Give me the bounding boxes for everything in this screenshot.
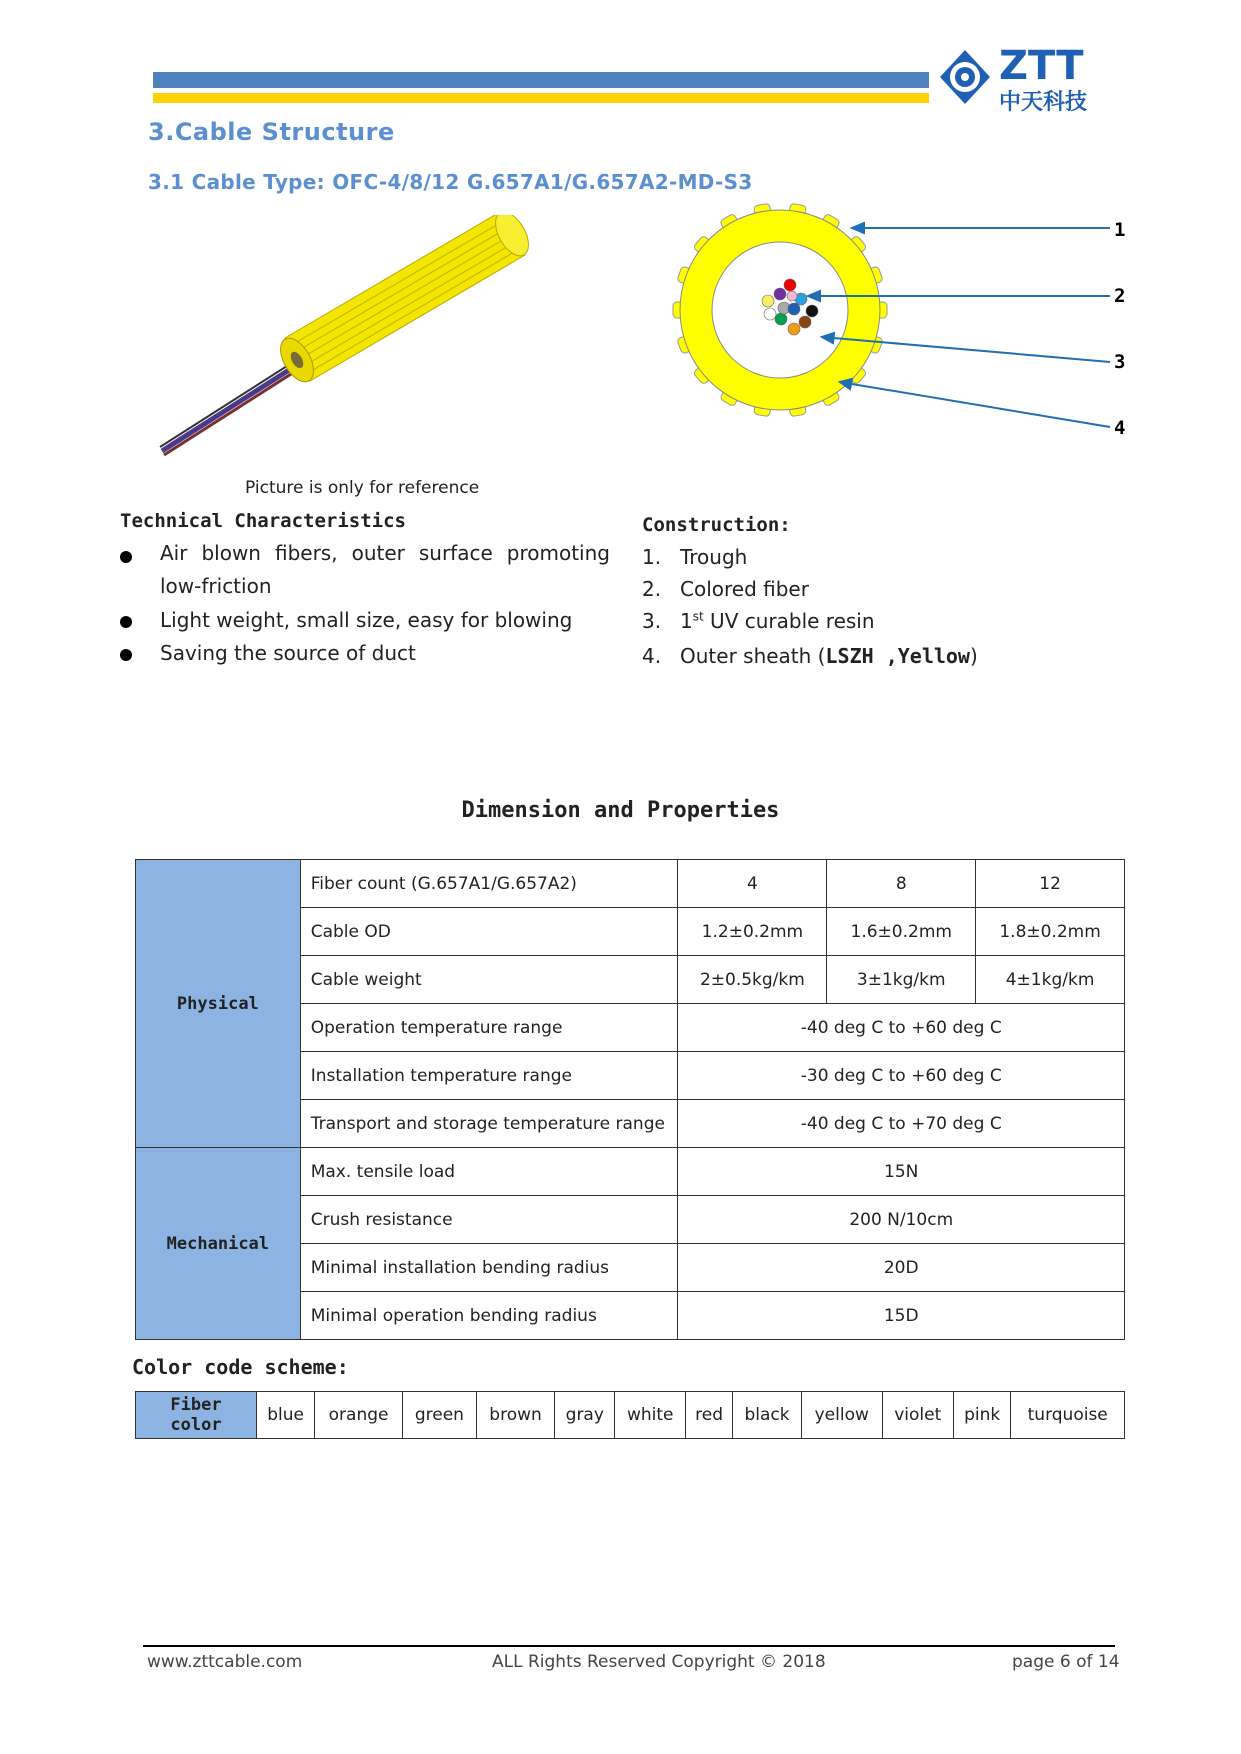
cell-value: 3±1kg/km: [827, 956, 976, 1004]
cell-value: 4±1kg/km: [976, 956, 1125, 1004]
row-label: Installation temperature range: [300, 1052, 678, 1100]
cable-illustration: [150, 215, 540, 465]
physical-category: Physical: [136, 860, 301, 1148]
cell-value: -40 deg C to +60 deg C: [678, 1004, 1125, 1052]
row-label: Minimal installation bending radius: [300, 1244, 678, 1292]
color-cell: black: [733, 1392, 802, 1439]
properties-table: [135, 859, 1125, 1340]
construction-item-2: 2. Colored fiber: [642, 577, 809, 601]
cell-value: -30 deg C to +60 deg C: [678, 1052, 1125, 1100]
color-code-title: Color code scheme:: [132, 1355, 349, 1379]
color-cell: turquoise: [1011, 1392, 1125, 1439]
table-row: [136, 1148, 1125, 1196]
cell-value: -40 deg C to +70 deg C: [678, 1100, 1125, 1148]
callout-3: 3: [1114, 351, 1126, 373]
cross-section-diagram: [660, 190, 1130, 440]
construction-title: Construction:: [642, 514, 791, 536]
footer-page-number: page 6 of 14: [1012, 1652, 1120, 1672]
properties-title: Dimension and Properties: [461, 798, 780, 823]
row-label: Crush resistance: [300, 1196, 678, 1244]
callout-4: 4: [1114, 417, 1126, 439]
color-cell: green: [402, 1392, 476, 1439]
color-cell: orange: [315, 1392, 403, 1439]
color-cell: gray: [555, 1392, 615, 1439]
cable-type-subtitle: 3.1 Cable Type: OFC-4/8/12 G.657A1/G.657A2-MD-S3: [148, 170, 753, 194]
color-cell: violet: [882, 1392, 953, 1439]
color-cell: white: [615, 1392, 686, 1439]
bullet-icon: [120, 551, 132, 563]
fiber-strands-icon: [160, 359, 302, 455]
row-label: Operation temperature range: [300, 1004, 678, 1052]
mechanical-category: Mechanical: [136, 1148, 301, 1340]
construction-item-1: 1. Trough: [642, 545, 748, 569]
cell-value: 12: [976, 860, 1125, 908]
construction-item-4: 4. Outer sheath (LSZH ,Yellow): [642, 644, 978, 668]
cell-value: 1.2±0.2mm: [678, 908, 827, 956]
callout-1: 1: [1114, 219, 1126, 241]
cell-value: 4: [678, 860, 827, 908]
cell-value: 15D: [678, 1292, 1125, 1340]
color-cell: pink: [953, 1392, 1010, 1439]
yellow-sheath-icon: [274, 215, 536, 387]
cell-value: 20D: [678, 1244, 1125, 1292]
cell-value: 1.6±0.2mm: [827, 908, 976, 956]
cell-value: 200 N/10cm: [678, 1196, 1125, 1244]
row-label: Max. tensile load: [300, 1148, 678, 1196]
construction-item-3: 3. 1st UV curable resin: [642, 609, 875, 633]
row-label: Transport and storage temperature range: [300, 1100, 678, 1148]
footer-copyright: ALL Rights Reserved Copyright © 2018: [492, 1652, 826, 1672]
color-code-table: [135, 1391, 1125, 1439]
footer-website: www.zttcable.com: [147, 1652, 303, 1672]
bullet-icon: [120, 616, 132, 628]
logo-chinese-text: 中天科技: [999, 90, 1088, 115]
cell-value: 8: [827, 860, 976, 908]
header-blue-bar: [153, 72, 929, 88]
technical-title: Technical Characteristics: [120, 510, 406, 532]
cell-value: 2±0.5kg/km: [678, 956, 827, 1004]
technical-item-2: Light weight, small size, easy for blowing: [120, 608, 572, 632]
logo-latin-text: ZTT: [999, 43, 1084, 89]
color-cell: red: [686, 1392, 733, 1439]
cell-value: 1.8±0.2mm: [976, 908, 1125, 956]
color-header: Fiber color: [136, 1392, 257, 1439]
header-yellow-bar: [153, 93, 929, 103]
company-logo: [935, 45, 1115, 115]
table-row: [136, 860, 1125, 908]
color-cell: brown: [476, 1392, 554, 1439]
row-label: Cable OD: [300, 908, 678, 956]
row-label: Minimal operation bending radius: [300, 1292, 678, 1340]
callout-2: 2: [1114, 285, 1126, 307]
cell-value: 15N: [678, 1148, 1125, 1196]
table-row: [136, 1392, 1125, 1439]
figure-caption: Picture is only for reference: [245, 478, 480, 498]
technical-item-3: Saving the source of duct: [120, 641, 416, 665]
footer-divider: [143, 1645, 1115, 1647]
row-label: Fiber count (G.657A1/G.657A2): [300, 860, 678, 908]
technical-item-1: Air blown fibers, outer surface promoting low-friction: [120, 543, 610, 603]
bullet-icon: [120, 649, 132, 661]
color-cell: yellow: [801, 1392, 882, 1439]
color-cell: blue: [257, 1392, 315, 1439]
row-label: Cable weight: [300, 956, 678, 1004]
section-title: 3.Cable Structure: [148, 118, 395, 146]
